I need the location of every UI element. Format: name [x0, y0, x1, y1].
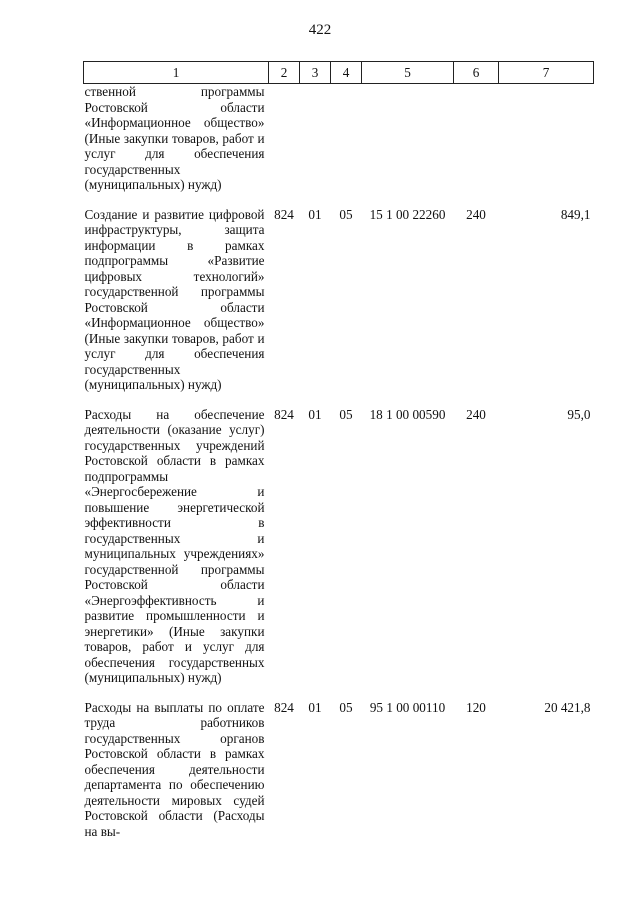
- row-target-code: 15 1 00 22260: [369, 206, 446, 222]
- row-section: 01: [308, 206, 322, 222]
- row-expense-type: 120: [466, 699, 486, 715]
- row-subsection: [331, 84, 362, 193]
- row-subsection: 05: [339, 699, 353, 715]
- column-header: 7: [499, 62, 594, 84]
- row-description: ственной программы Ростовской области «Информационное общество» (Иные закупки товаров, работ и услуг для обеспечения государственных (муниципальных) нужд): [84, 84, 265, 192]
- row-subsection: 05: [339, 206, 353, 222]
- column-header: 1: [84, 62, 269, 84]
- row-target-code: 18 1 00 00590: [369, 406, 446, 422]
- row-section: [300, 84, 331, 193]
- row-amount: 849,1: [560, 206, 591, 222]
- table-row: [84, 407, 594, 686]
- row-amount: 95,0: [567, 406, 591, 422]
- table-row: [84, 84, 594, 193]
- row-subsection: 05: [339, 406, 353, 422]
- column-header: 4: [331, 62, 362, 84]
- column-header: 2: [269, 62, 300, 84]
- row-description: Расходы на обеспечение деятельности (оказание услуг) государственных учреждений Ростовской области в рамках подпрограммы «Энергосбережение и повышение энергетической эффективности в государственных и муниципальных учреждениях» государственной программы Ростовской области «Энергоэффективность и развитие промышленности и энергетики» (Иные закупки товаров, работ и услуг для обеспечения государственных (муниципальных) нужд): [84, 406, 265, 685]
- row-ministry: 824: [274, 206, 294, 222]
- row-section: 01: [308, 406, 322, 422]
- row-expense-type: [454, 84, 499, 193]
- row-target-code: 95 1 00 00110: [369, 699, 446, 715]
- column-header: 6: [454, 62, 499, 84]
- row-expense-type: 240: [466, 406, 486, 422]
- column-header: 3: [300, 62, 331, 84]
- column-header: 5: [362, 62, 454, 84]
- table-row: [84, 207, 594, 393]
- row-ministry: 824: [274, 406, 294, 422]
- budget-table: [83, 61, 594, 839]
- page-number: 422: [308, 22, 332, 38]
- row-target-code: [362, 84, 454, 193]
- row-section: 01: [308, 699, 322, 715]
- table-header-row: [84, 62, 594, 84]
- row-description: Создание и развитие цифровой инфраструктуры, защита информации в рамках подпрограммы «Развитие цифровых технологий» государственной программы Ростовской области «Информационное общество» (Иные закупки товаров, работ и услуг для обеспечения государственных (муниципальных) нужд): [84, 206, 265, 392]
- row-description: Расходы на выплаты по оплате труда работников государственных органов Ростовской области в рамках обеспечения деятельности департамента по обеспечению деятельности мировых судей Ростовской области (Расходы на вы-: [84, 699, 265, 839]
- row-amount: 20 421,8: [544, 699, 591, 715]
- row-ministry: [269, 84, 300, 193]
- row-amount: [499, 84, 594, 193]
- row-ministry: 824: [274, 699, 294, 715]
- table-row: [84, 700, 594, 840]
- row-expense-type: 240: [466, 206, 486, 222]
